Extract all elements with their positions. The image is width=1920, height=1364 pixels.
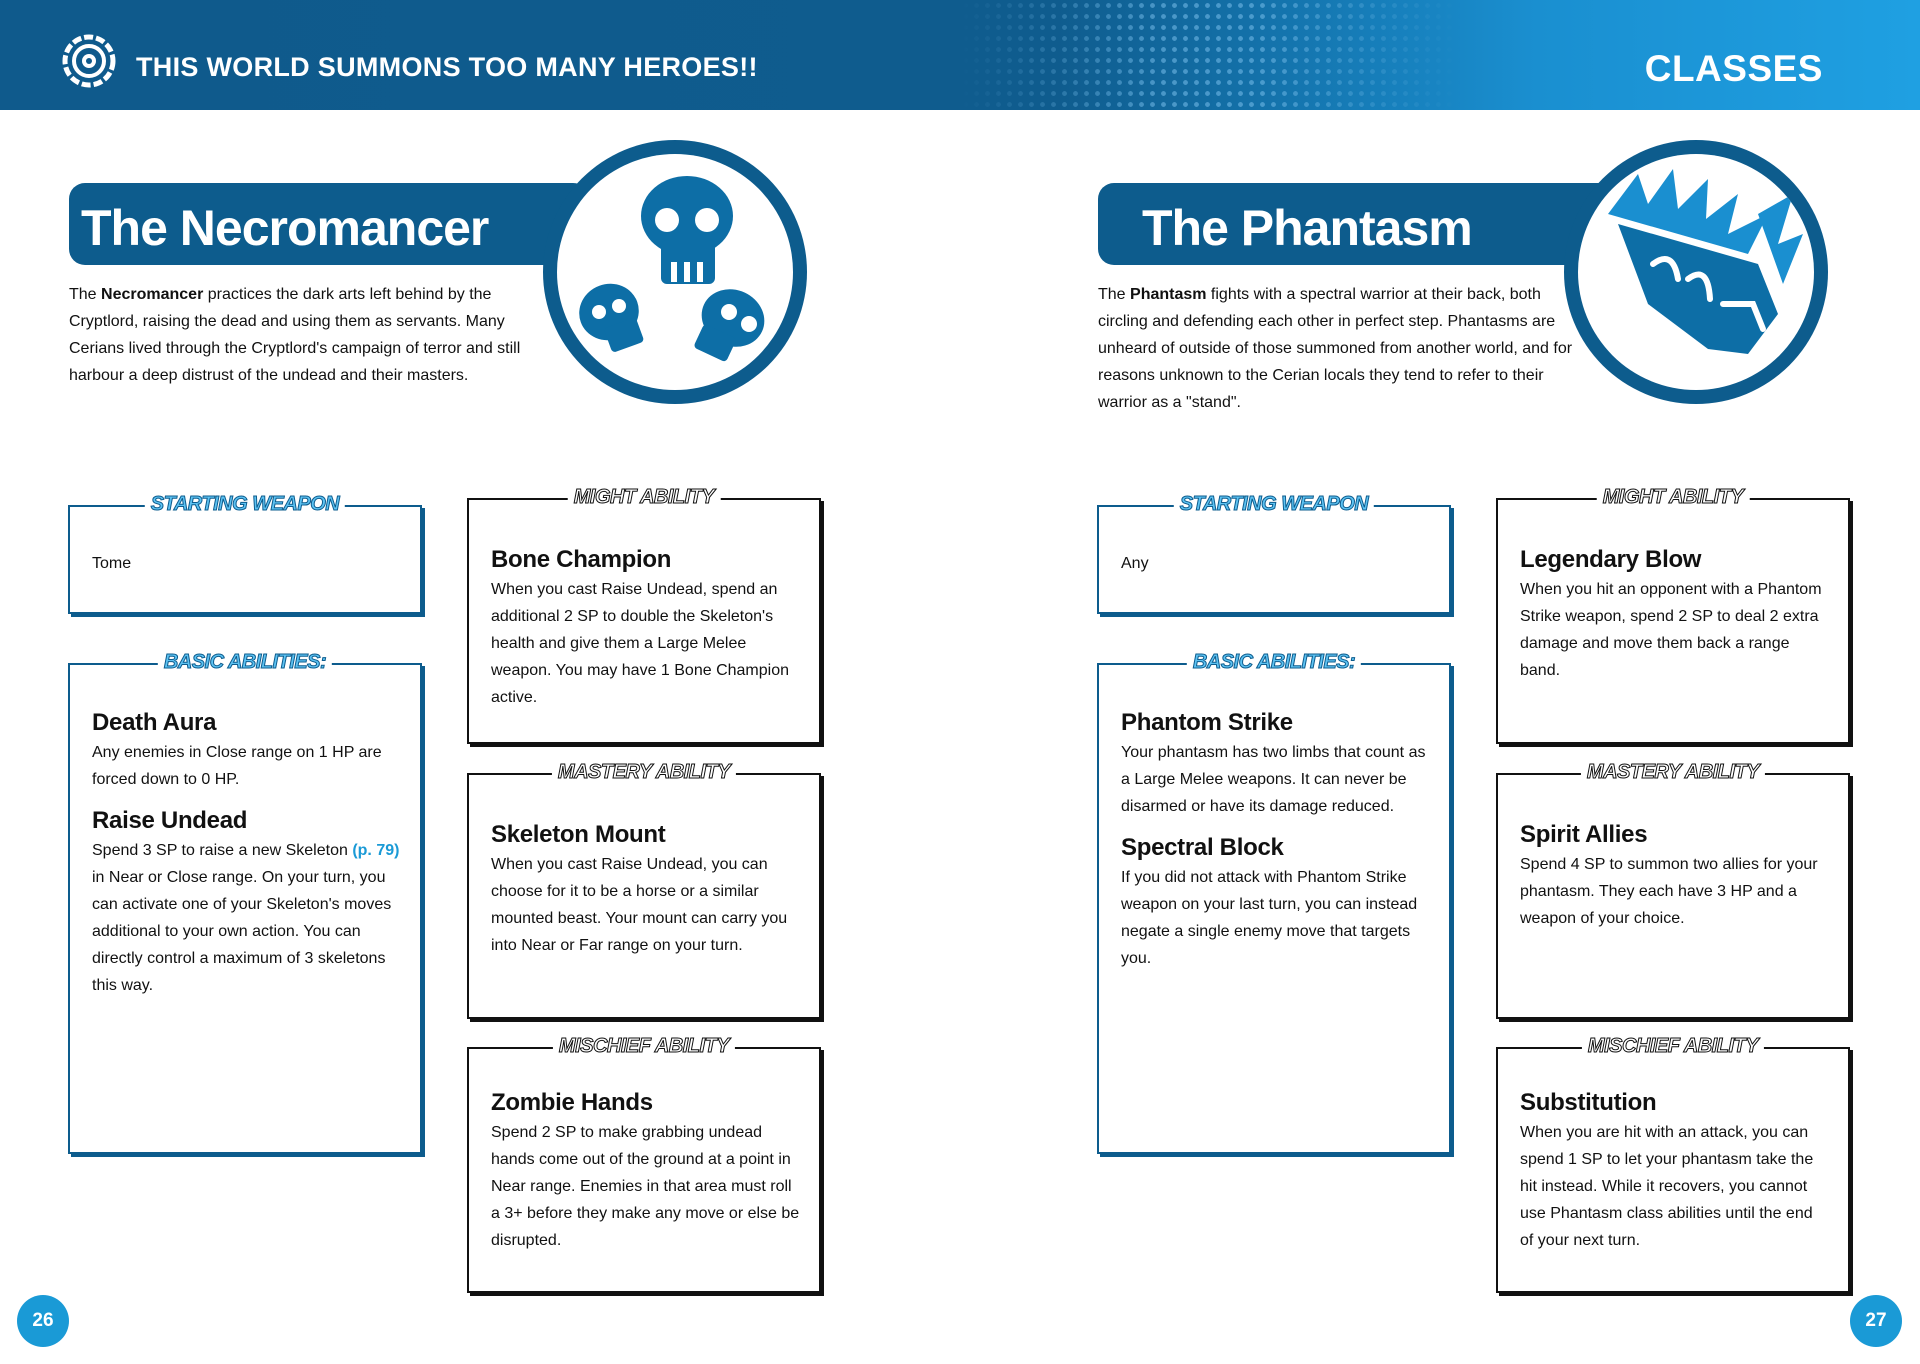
mischief-ability-box (467, 1035, 821, 1293)
class-title: The Phantasm (1142, 200, 1472, 256)
class-emblem (1564, 140, 1828, 404)
mastery-ability-box (1496, 761, 1850, 1019)
class-emblem (543, 140, 807, 404)
ability-text: Spend 4 SP to summon two allies for your phantasm. They each have 3 HP and a weapon of your choice. (1520, 856, 1818, 927)
class-title-banner (1098, 183, 1618, 265)
mischief-ability-box (1496, 1035, 1850, 1293)
mischief-ability-label: MISCHIEF ABILITY (1582, 1035, 1764, 1058)
ability-name: Spectral Block (1121, 834, 1284, 861)
ability-text: When you cast Raise Undead, spend an additional 2 SP to double the Skeleton's health and give them a Large Melee weapon. You may have 1 Bone Champion active. (491, 581, 789, 706)
class-intro: The Phantasm fights with a spectral warrior at their back, both circling and defending each other in perfect step. Phantasms are unheard of outside of those summoned from another world, and for reasons unknown to the Cerian locals they tend to refer to their warrior as a "stand". (1098, 286, 1573, 411)
basic-abilities-label: BASIC ABILITIES: (158, 651, 332, 674)
starting-weapon-label: STARTING WEAPON (145, 493, 345, 516)
ability-name: Death Aura (92, 709, 217, 736)
ability-name: Substitution (1520, 1089, 1657, 1116)
spectral-fist-icon (1578, 154, 1814, 390)
mastery-ability-label: MASTERY ABILITY (1581, 761, 1765, 784)
page-number-left: 26 (17, 1295, 69, 1347)
basic-abilities-label: BASIC ABILITIES: (1187, 651, 1361, 674)
ability-name: Legendary Blow (1520, 546, 1702, 573)
basic-abilities-box (68, 651, 422, 1154)
ability-text: Spend 3 SP to raise a new Skeleton (p. 79) in Near or Close range. On your turn, you can activate one of your Skeleton's moves additional to your own action. You can directly control a maximum of 3 skeletons this way. (92, 842, 400, 994)
class-name-bold: Phantasm (1130, 286, 1207, 303)
page-reference-link[interactable]: (p. 79) (352, 842, 400, 859)
class-intro: The Necromancer practices the dark arts left behind by the Cryptlord, raising the dead and using them as servants. Many Cerians lived through the Cryptlord's campaign of terror and still harbour a deep distrust of the undead and their masters. (69, 286, 521, 384)
starting-weapon-label: STARTING WEAPON (1174, 493, 1374, 516)
page-header (0, 0, 1920, 110)
starting-weapon-box (68, 493, 422, 614)
starting-weapon-value: Any (1121, 555, 1149, 572)
halftone-pattern (960, 0, 1460, 110)
starting-weapon-value: Tome (92, 555, 132, 572)
ability-text: Any enemies in Close range on 1 HP are forced down to 0 HP. (92, 744, 382, 788)
ability-text: When you cast Raise Undead, you can choose for it to be a horse or a similar mounted beast. Your mount can carry you into Near or Far range on your turn. (491, 856, 788, 954)
ability-text: Spend 2 SP to make grabbing undead hands come out of the ground at a point in Near range. Enemies in that area must roll a 3+ before they make any move or else be disrupted. (491, 1124, 800, 1249)
ability-name: Spirit Allies (1520, 821, 1648, 848)
skulls-icon (557, 154, 793, 390)
ability-text: When you are hit with an attack, you can spend 1 SP to let your phantasm take the hit instead. While it recovers, you cannot use Phantasm class abilities until the end of your next turn. (1520, 1124, 1814, 1249)
might-ability-label: MIGHT ABILITY (1597, 486, 1750, 509)
ability-name: Raise Undead (92, 807, 248, 834)
page-number-right: 27 (1850, 1295, 1902, 1347)
ability-text: If you did not attack with Phantom Strike weapon on your last turn, you can instead negate a single enemy move that targets you. (1121, 869, 1418, 967)
might-ability-box (467, 486, 821, 744)
might-ability-label: MIGHT ABILITY (568, 486, 721, 509)
ability-text: Your phantasm has two limbs that count as a Large Melee weapons. It can never be disarmed or have its damage reduced. (1121, 744, 1426, 815)
book-title: THIS WORLD SUMMONS TOO MANY HEROES!! (136, 52, 758, 82)
might-ability-box (1496, 486, 1850, 744)
mastery-ability-label: MASTERY ABILITY (552, 761, 736, 784)
mastery-ability-box (467, 761, 821, 1019)
ability-name: Phantom Strike (1121, 709, 1293, 736)
class-name-bold: Necromancer (101, 286, 204, 303)
mischief-ability-label: MISCHIEF ABILITY (553, 1035, 735, 1058)
spiral-emblem-icon (62, 34, 116, 88)
class-title: The Necromancer (81, 200, 489, 256)
starting-weapon-box (1097, 493, 1451, 614)
basic-abilities-box (1097, 651, 1451, 1154)
ability-text: When you hit an opponent with a Phantom Strike weapon, spend 2 SP to deal 2 extra damage and move them back a range band. (1520, 581, 1822, 679)
ability-name: Zombie Hands (491, 1089, 653, 1116)
ability-name: Bone Champion (491, 546, 672, 573)
section-title: CLASSES (1644, 48, 1823, 89)
class-title-banner (69, 183, 589, 265)
ability-name: Skeleton Mount (491, 821, 666, 848)
